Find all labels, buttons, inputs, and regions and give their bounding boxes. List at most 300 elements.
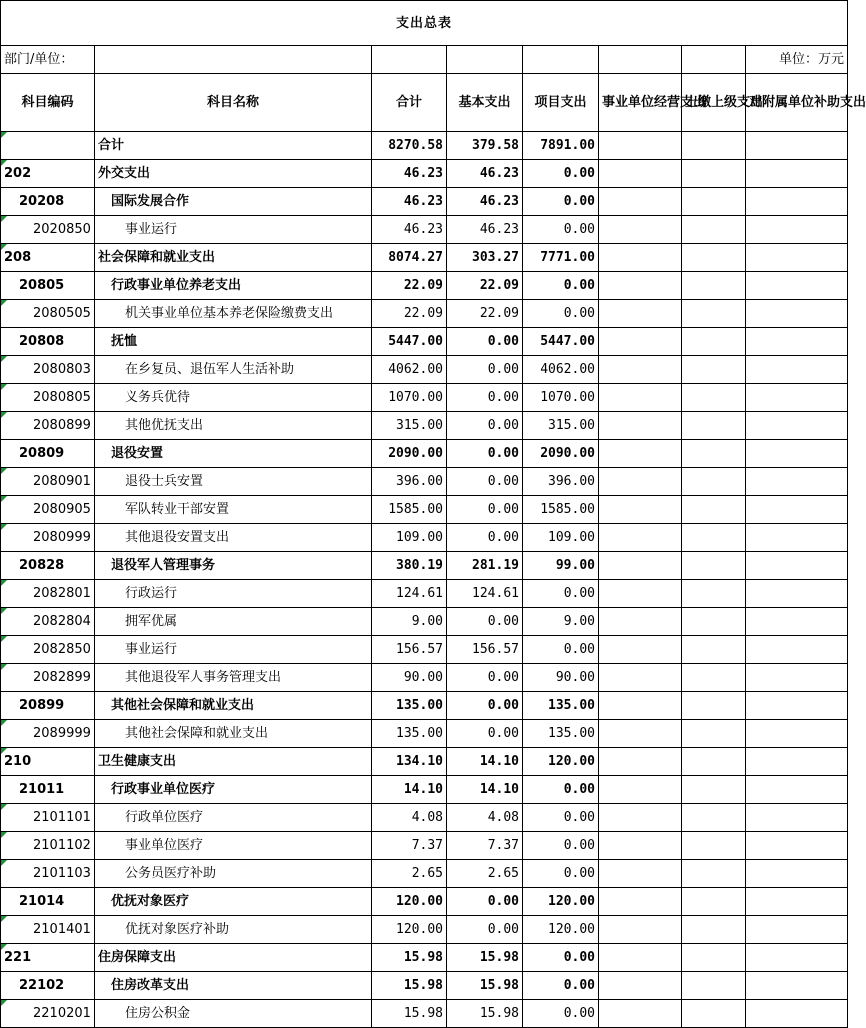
table-row[interactable] <box>1 972 848 1000</box>
row-project[interactable]: 135.00 <box>523 692 599 720</box>
row-subsidy[interactable] <box>746 860 848 888</box>
row-basic[interactable]: 7.37 <box>447 832 523 860</box>
table-row[interactable] <box>1 832 848 860</box>
row-upper[interactable] <box>682 300 746 328</box>
row-project[interactable]: 0.00 <box>523 300 599 328</box>
row-basic[interactable]: 0.00 <box>447 384 523 412</box>
table-row[interactable] <box>1 384 848 412</box>
row-basic[interactable]: 0.00 <box>447 328 523 356</box>
row-name[interactable]: 行政运行 <box>95 580 372 608</box>
row-business[interactable] <box>599 412 682 440</box>
row-upper[interactable] <box>682 636 746 664</box>
row-upper[interactable] <box>682 804 746 832</box>
row-subsidy[interactable] <box>746 188 848 216</box>
row-upper[interactable] <box>682 468 746 496</box>
row-upper[interactable] <box>682 216 746 244</box>
row-business[interactable] <box>599 132 682 160</box>
row-code[interactable]: 20899 <box>1 692 95 720</box>
table-row[interactable] <box>1 244 848 272</box>
table-row[interactable] <box>1 860 848 888</box>
row-basic[interactable]: 22.09 <box>447 300 523 328</box>
row-name[interactable]: 事业运行 <box>95 216 372 244</box>
row-project[interactable]: 99.00 <box>523 552 599 580</box>
row-project[interactable]: 4062.00 <box>523 356 599 384</box>
row-total[interactable]: 14.10 <box>372 776 447 804</box>
info-blank <box>447 46 523 74</box>
row-total[interactable]: 1070.00 <box>372 384 447 412</box>
row-subsidy[interactable] <box>746 160 848 188</box>
row-business[interactable] <box>599 972 682 1000</box>
row-subsidy[interactable] <box>746 804 848 832</box>
row-project[interactable]: 0.00 <box>523 636 599 664</box>
row-basic[interactable]: 46.23 <box>447 160 523 188</box>
row-upper[interactable] <box>682 664 746 692</box>
table-row[interactable] <box>1 580 848 608</box>
row-total[interactable]: 315.00 <box>372 412 447 440</box>
row-total[interactable]: 7.37 <box>372 832 447 860</box>
row-subsidy[interactable] <box>746 972 848 1000</box>
row-code[interactable]: 2080803 <box>1 356 95 384</box>
row-upper[interactable] <box>682 916 746 944</box>
row-code[interactable]: 2089999 <box>1 720 95 748</box>
table-row[interactable] <box>1 608 848 636</box>
row-project[interactable]: 0.00 <box>523 580 599 608</box>
row-upper[interactable] <box>682 580 746 608</box>
row-total[interactable]: 380.19 <box>372 552 447 580</box>
row-basic[interactable]: 0.00 <box>447 608 523 636</box>
info-blank <box>599 46 682 74</box>
row-basic[interactable]: 2.65 <box>447 860 523 888</box>
header-basic: 基本支出 <box>447 74 523 132</box>
row-subsidy[interactable] <box>746 328 848 356</box>
table-row[interactable] <box>1 944 848 972</box>
row-basic[interactable]: 0.00 <box>447 412 523 440</box>
row-name[interactable]: 退役军人管理事务 <box>95 552 372 580</box>
row-name[interactable]: 优抚对象医疗 <box>95 888 372 916</box>
row-name[interactable]: 义务兵优待 <box>95 384 372 412</box>
row-basic[interactable]: 15.98 <box>447 972 523 1000</box>
row-project[interactable]: 120.00 <box>523 916 599 944</box>
row-total[interactable]: 120.00 <box>372 916 447 944</box>
row-basic[interactable]: 14.10 <box>447 776 523 804</box>
row-code[interactable]: 2080505 <box>1 300 95 328</box>
row-business[interactable] <box>599 692 682 720</box>
row-basic[interactable]: 15.98 <box>447 944 523 972</box>
row-code[interactable]: 2082801 <box>1 580 95 608</box>
row-code[interactable]: 2210201 <box>1 1000 95 1028</box>
row-subsidy[interactable] <box>746 608 848 636</box>
row-total[interactable]: 156.57 <box>372 636 447 664</box>
row-basic[interactable]: 22.09 <box>447 272 523 300</box>
row-upper[interactable] <box>682 412 746 440</box>
row-business[interactable] <box>599 328 682 356</box>
table-row[interactable] <box>1 804 848 832</box>
row-project[interactable]: 1070.00 <box>523 384 599 412</box>
row-subsidy[interactable] <box>746 496 848 524</box>
table-row[interactable] <box>1 916 848 944</box>
row-subsidy[interactable] <box>746 440 848 468</box>
row-name[interactable]: 外交支出 <box>95 160 372 188</box>
table-row[interactable] <box>1 440 848 468</box>
row-business[interactable] <box>599 944 682 972</box>
row-subsidy[interactable] <box>746 692 848 720</box>
row-upper[interactable] <box>682 776 746 804</box>
table-row[interactable] <box>1 412 848 440</box>
row-code[interactable]: 2020850 <box>1 216 95 244</box>
table-row[interactable] <box>1 216 848 244</box>
row-name[interactable]: 住房保障支出 <box>95 944 372 972</box>
row-total[interactable]: 9.00 <box>372 608 447 636</box>
table-row[interactable] <box>1 496 848 524</box>
row-subsidy[interactable] <box>746 272 848 300</box>
row-total[interactable]: 22.09 <box>372 272 447 300</box>
info-blank <box>372 46 447 74</box>
row-subsidy[interactable] <box>746 580 848 608</box>
row-subsidy[interactable] <box>746 384 848 412</box>
row-total[interactable]: 120.00 <box>372 888 447 916</box>
department-label: 部门/单位： <box>1 46 95 74</box>
table-row[interactable] <box>1 272 848 300</box>
row-total[interactable]: 4062.00 <box>372 356 447 384</box>
row-business[interactable] <box>599 664 682 692</box>
page-title: 支出总表 <box>1 1 848 46</box>
row-project[interactable]: 0.00 <box>523 860 599 888</box>
row-code[interactable]: 2080905 <box>1 496 95 524</box>
row-subsidy[interactable] <box>746 916 848 944</box>
row-basic[interactable]: 0.00 <box>447 468 523 496</box>
row-upper[interactable] <box>682 608 746 636</box>
row-business[interactable] <box>599 804 682 832</box>
row-total[interactable]: 1585.00 <box>372 496 447 524</box>
row-business[interactable] <box>599 608 682 636</box>
row-code[interactable]: 202 <box>1 160 95 188</box>
row-subsidy[interactable] <box>746 216 848 244</box>
row-upper[interactable] <box>682 356 746 384</box>
row-business[interactable] <box>599 580 682 608</box>
row-subsidy[interactable] <box>746 132 848 160</box>
row-name[interactable]: 退役士兵安置 <box>95 468 372 496</box>
row-basic[interactable]: 0.00 <box>447 692 523 720</box>
department-value[interactable] <box>95 46 372 74</box>
row-name[interactable]: 机关事业单位基本养老保险缴费支出 <box>95 300 372 328</box>
row-basic[interactable]: 0.00 <box>447 888 523 916</box>
info-blank <box>523 46 599 74</box>
row-business[interactable] <box>599 888 682 916</box>
row-subsidy[interactable] <box>746 356 848 384</box>
row-code[interactable]: 20208 <box>1 188 95 216</box>
row-code[interactable]: 2101103 <box>1 860 95 888</box>
row-code[interactable]: 22102 <box>1 972 95 1000</box>
row-basic[interactable]: 379.58 <box>447 132 523 160</box>
row-total[interactable]: 396.00 <box>372 468 447 496</box>
row-basic[interactable]: 0.00 <box>447 720 523 748</box>
row-name[interactable]: 行政事业单位养老支出 <box>95 272 372 300</box>
row-name[interactable]: 拥军优属 <box>95 608 372 636</box>
table-row[interactable] <box>1 748 848 776</box>
row-business[interactable] <box>599 552 682 580</box>
row-code[interactable]: 20828 <box>1 552 95 580</box>
table-row[interactable] <box>1 468 848 496</box>
row-basic[interactable]: 156.57 <box>447 636 523 664</box>
row-code[interactable]: 20809 <box>1 440 95 468</box>
row-total[interactable]: 2090.00 <box>372 440 447 468</box>
row-subsidy[interactable] <box>746 524 848 552</box>
row-project[interactable]: 7891.00 <box>523 132 599 160</box>
header-project: 项目支出 <box>523 74 599 132</box>
row-name[interactable]: 住房改革支出 <box>95 972 372 1000</box>
row-total[interactable]: 46.23 <box>372 188 447 216</box>
row-upper[interactable] <box>682 720 746 748</box>
table-row[interactable] <box>1 1000 848 1028</box>
row-code[interactable]: 2101101 <box>1 804 95 832</box>
row-code[interactable]: 20805 <box>1 272 95 300</box>
row-basic[interactable]: 15.98 <box>447 1000 523 1028</box>
row-name[interactable]: 行政单位医疗 <box>95 804 372 832</box>
row-name[interactable]: 国际发展合作 <box>95 188 372 216</box>
row-basic[interactable]: 46.23 <box>447 188 523 216</box>
row-project[interactable]: 120.00 <box>523 748 599 776</box>
row-name[interactable]: 其他退役军人事务管理支出 <box>95 664 372 692</box>
row-name[interactable]: 公务员医疗补助 <box>95 860 372 888</box>
row-project[interactable]: 0.00 <box>523 1000 599 1028</box>
row-business[interactable] <box>599 496 682 524</box>
row-upper[interactable] <box>682 328 746 356</box>
row-business[interactable] <box>599 748 682 776</box>
row-upper[interactable] <box>682 944 746 972</box>
row-basic[interactable]: 0.00 <box>447 664 523 692</box>
row-business[interactable] <box>599 272 682 300</box>
row-project[interactable]: 0.00 <box>523 188 599 216</box>
row-upper[interactable] <box>682 692 746 720</box>
row-business[interactable] <box>599 720 682 748</box>
row-code[interactable]: 2082804 <box>1 608 95 636</box>
row-subsidy[interactable] <box>746 888 848 916</box>
row-subsidy[interactable] <box>746 552 848 580</box>
row-code[interactable]: 21011 <box>1 776 95 804</box>
row-project[interactable]: 396.00 <box>523 468 599 496</box>
row-total[interactable]: 15.98 <box>372 1000 447 1028</box>
row-total[interactable]: 124.61 <box>372 580 447 608</box>
row-basic[interactable]: 124.61 <box>447 580 523 608</box>
row-total[interactable]: 135.00 <box>372 720 447 748</box>
table-row[interactable] <box>1 552 848 580</box>
row-subsidy[interactable] <box>746 664 848 692</box>
row-name[interactable]: 其他优抚支出 <box>95 412 372 440</box>
header-code: 科目编码 <box>1 74 95 132</box>
table-row[interactable] <box>1 664 848 692</box>
row-business[interactable] <box>599 1000 682 1028</box>
row-total[interactable]: 22.09 <box>372 300 447 328</box>
row-basic[interactable]: 0.00 <box>447 440 523 468</box>
row-code[interactable]: 2082850 <box>1 636 95 664</box>
row-name[interactable]: 合计 <box>95 132 372 160</box>
row-upper[interactable] <box>682 132 746 160</box>
row-project[interactable]: 120.00 <box>523 888 599 916</box>
table-row[interactable] <box>1 720 848 748</box>
row-business[interactable] <box>599 216 682 244</box>
row-project[interactable]: 0.00 <box>523 972 599 1000</box>
row-business[interactable] <box>599 832 682 860</box>
row-project[interactable]: 135.00 <box>523 720 599 748</box>
row-name[interactable]: 在乡复员、退伍军人生活补助 <box>95 356 372 384</box>
row-business[interactable] <box>599 860 682 888</box>
row-name[interactable]: 其他社会保障和就业支出 <box>95 692 372 720</box>
row-business[interactable] <box>599 384 682 412</box>
row-name[interactable]: 事业运行 <box>95 636 372 664</box>
row-project[interactable]: 0.00 <box>523 804 599 832</box>
row-code[interactable]: 208 <box>1 244 95 272</box>
row-project[interactable]: 9.00 <box>523 608 599 636</box>
row-subsidy[interactable] <box>746 748 848 776</box>
table-row[interactable] <box>1 160 848 188</box>
row-total[interactable]: 135.00 <box>372 692 447 720</box>
row-code[interactable] <box>1 132 95 160</box>
row-business[interactable] <box>599 916 682 944</box>
row-name[interactable]: 事业单位医疗 <box>95 832 372 860</box>
row-total[interactable]: 4.08 <box>372 804 447 832</box>
row-business[interactable] <box>599 300 682 328</box>
row-total[interactable]: 15.98 <box>372 944 447 972</box>
row-name[interactable]: 抚恤 <box>95 328 372 356</box>
row-name[interactable]: 其他退役安置支出 <box>95 524 372 552</box>
row-subsidy[interactable] <box>746 1000 848 1028</box>
row-name[interactable]: 社会保障和就业支出 <box>95 244 372 272</box>
row-total[interactable]: 46.23 <box>372 216 447 244</box>
row-name[interactable]: 退役安置 <box>95 440 372 468</box>
row-basic[interactable]: 0.00 <box>447 496 523 524</box>
row-name[interactable]: 优抚对象医疗补助 <box>95 916 372 944</box>
row-code[interactable]: 2080901 <box>1 468 95 496</box>
row-project[interactable]: 5447.00 <box>523 328 599 356</box>
row-subsidy[interactable] <box>746 412 848 440</box>
row-name[interactable]: 行政事业单位医疗 <box>95 776 372 804</box>
row-upper[interactable] <box>682 384 746 412</box>
row-project[interactable]: 0.00 <box>523 216 599 244</box>
row-project[interactable]: 0.00 <box>523 944 599 972</box>
table-row[interactable] <box>1 300 848 328</box>
row-business[interactable] <box>599 776 682 804</box>
row-project[interactable]: 0.00 <box>523 272 599 300</box>
row-total[interactable]: 46.23 <box>372 160 447 188</box>
row-subsidy[interactable] <box>746 300 848 328</box>
row-code[interactable]: 2080999 <box>1 524 95 552</box>
table-row[interactable] <box>1 356 848 384</box>
header-upper: 上缴上级支出 <box>682 74 746 132</box>
row-name[interactable]: 其他社会保障和就业支出 <box>95 720 372 748</box>
row-business[interactable] <box>599 160 682 188</box>
row-total[interactable]: 90.00 <box>372 664 447 692</box>
row-upper[interactable] <box>682 272 746 300</box>
row-upper[interactable] <box>682 496 746 524</box>
row-subsidy[interactable] <box>746 776 848 804</box>
row-basic[interactable]: 281.19 <box>447 552 523 580</box>
row-basic[interactable]: 0.00 <box>447 524 523 552</box>
row-basic[interactable]: 303.27 <box>447 244 523 272</box>
row-total[interactable]: 15.98 <box>372 972 447 1000</box>
row-total[interactable]: 109.00 <box>372 524 447 552</box>
row-basic[interactable]: 14.10 <box>447 748 523 776</box>
row-business[interactable] <box>599 636 682 664</box>
row-total[interactable]: 5447.00 <box>372 328 447 356</box>
row-code[interactable]: 2101401 <box>1 916 95 944</box>
row-basic[interactable]: 0.00 <box>447 916 523 944</box>
row-project[interactable]: 90.00 <box>523 664 599 692</box>
row-project[interactable]: 0.00 <box>523 160 599 188</box>
row-subsidy[interactable] <box>746 832 848 860</box>
row-code[interactable]: 210 <box>1 748 95 776</box>
row-total[interactable]: 8074.27 <box>372 244 447 272</box>
row-upper[interactable] <box>682 860 746 888</box>
row-code[interactable]: 2101102 <box>1 832 95 860</box>
row-upper[interactable] <box>682 244 746 272</box>
row-business[interactable] <box>599 524 682 552</box>
row-subsidy[interactable] <box>746 244 848 272</box>
row-upper[interactable] <box>682 188 746 216</box>
row-upper[interactable] <box>682 160 746 188</box>
row-upper[interactable] <box>682 972 746 1000</box>
row-name[interactable]: 住房公积金 <box>95 1000 372 1028</box>
row-name[interactable]: 军队转业干部安置 <box>95 496 372 524</box>
row-project[interactable]: 1585.00 <box>523 496 599 524</box>
row-subsidy[interactable] <box>746 720 848 748</box>
row-upper[interactable] <box>682 1000 746 1028</box>
row-name[interactable]: 卫生健康支出 <box>95 748 372 776</box>
row-code[interactable]: 2080899 <box>1 412 95 440</box>
row-business[interactable] <box>599 188 682 216</box>
row-subsidy[interactable] <box>746 468 848 496</box>
row-upper[interactable] <box>682 888 746 916</box>
row-project[interactable]: 0.00 <box>523 832 599 860</box>
row-upper[interactable] <box>682 552 746 580</box>
row-upper[interactable] <box>682 524 746 552</box>
table-row[interactable] <box>1 888 848 916</box>
table-row[interactable] <box>1 328 848 356</box>
row-code[interactable]: 221 <box>1 944 95 972</box>
row-upper[interactable] <box>682 832 746 860</box>
table-row[interactable] <box>1 524 848 552</box>
row-basic[interactable]: 46.23 <box>447 216 523 244</box>
row-code[interactable]: 21014 <box>1 888 95 916</box>
row-basic[interactable]: 4.08 <box>447 804 523 832</box>
row-code[interactable]: 20808 <box>1 328 95 356</box>
table-row[interactable] <box>1 692 848 720</box>
row-project[interactable]: 109.00 <box>523 524 599 552</box>
row-project[interactable]: 7771.00 <box>523 244 599 272</box>
table-row[interactable] <box>1 132 848 160</box>
row-project[interactable]: 2090.00 <box>523 440 599 468</box>
row-total[interactable]: 2.65 <box>372 860 447 888</box>
row-basic[interactable]: 0.00 <box>447 356 523 384</box>
table-row[interactable] <box>1 776 848 804</box>
row-business[interactable] <box>599 244 682 272</box>
row-code[interactable]: 2080805 <box>1 384 95 412</box>
table-row[interactable] <box>1 188 848 216</box>
row-total[interactable]: 134.10 <box>372 748 447 776</box>
row-business[interactable] <box>599 440 682 468</box>
row-business[interactable] <box>599 468 682 496</box>
row-code[interactable]: 2082899 <box>1 664 95 692</box>
row-subsidy[interactable] <box>746 636 848 664</box>
row-project[interactable]: 0.00 <box>523 776 599 804</box>
table-row[interactable] <box>1 636 848 664</box>
info-blank <box>682 46 746 74</box>
row-upper[interactable] <box>682 440 746 468</box>
row-total[interactable]: 8270.58 <box>372 132 447 160</box>
row-business[interactable] <box>599 356 682 384</box>
row-subsidy[interactable] <box>746 944 848 972</box>
row-project[interactable]: 315.00 <box>523 412 599 440</box>
row-upper[interactable] <box>682 748 746 776</box>
